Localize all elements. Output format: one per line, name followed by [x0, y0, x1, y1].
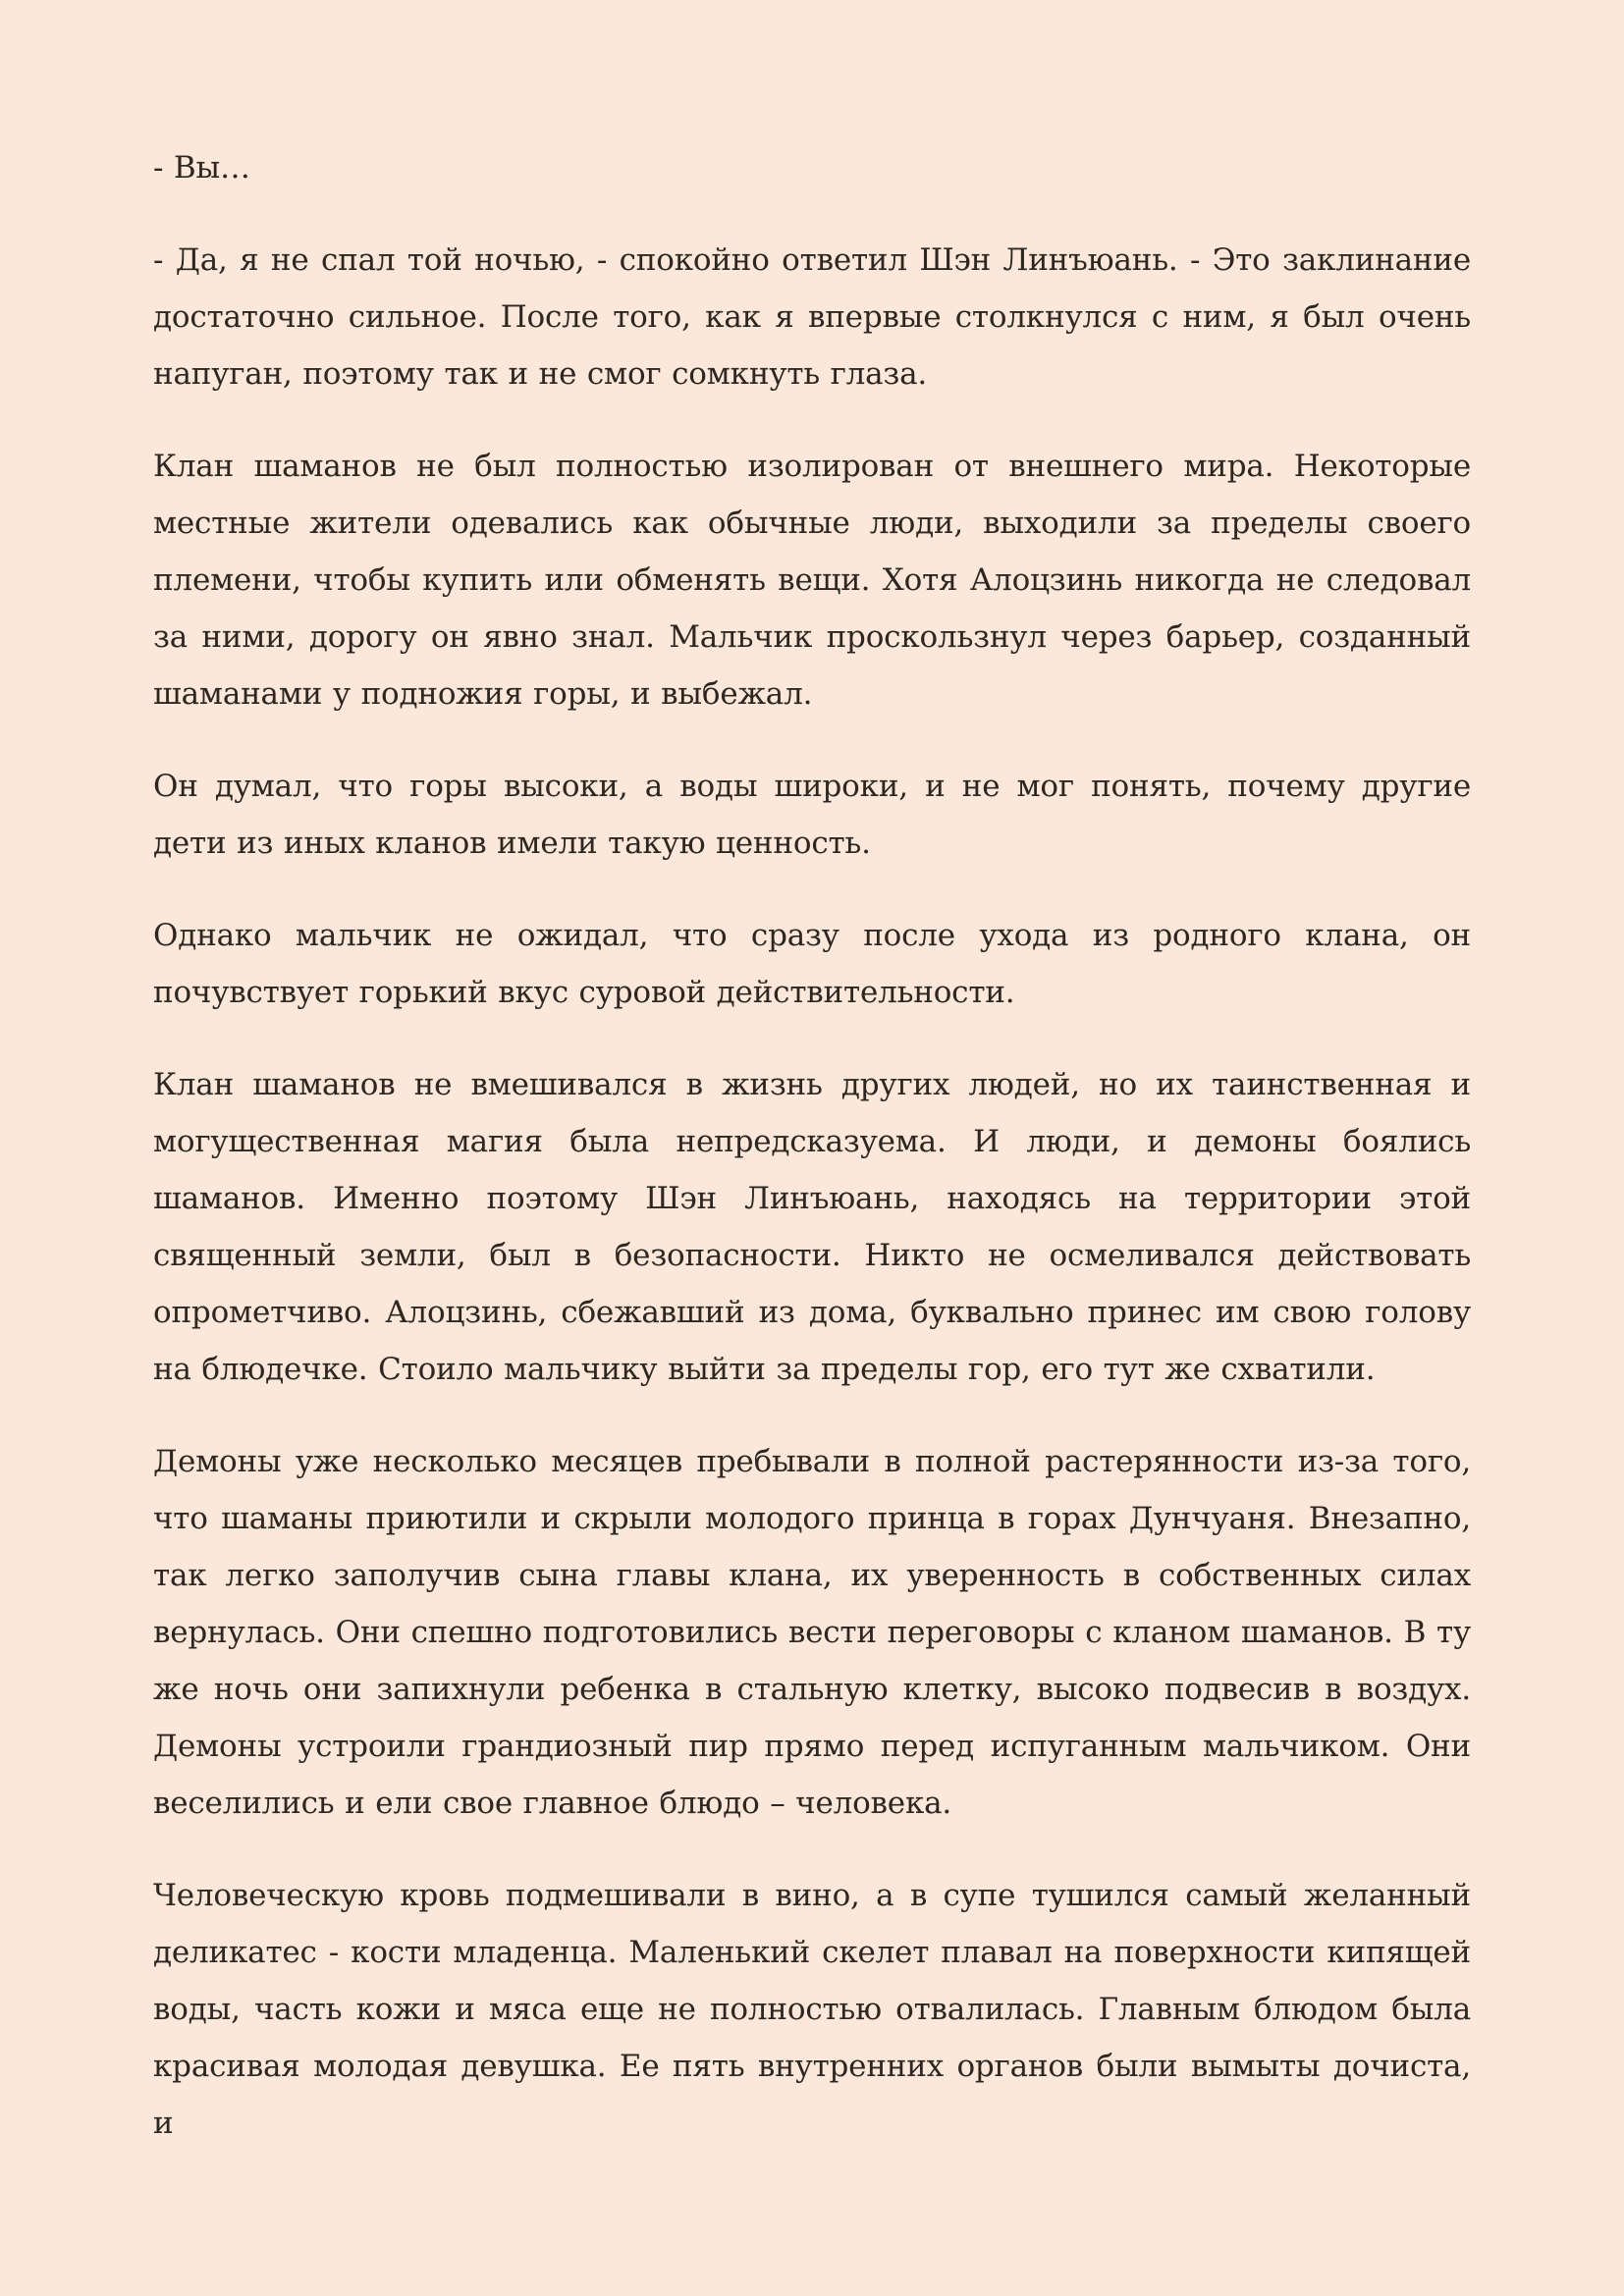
- paragraph-body-1: Клан шаманов не был полностью изолирован от внешнего мира. Некоторые местные жители одевались как обычные люди, выходили за пределы своего племени, чтобы купить или обменять вещи. Хотя Алоцзинь никогда не следовал за ними, дорогу он явно знал. Мальчик проскользнул через барьер, созданный шаманами у подножия горы, и выбежал.: [153, 449, 1471, 712]
- paragraph-body-3: Однако мальчик не ожидал, что сразу после ухода из родного клана, он почувствует горький вкус суровой действительности.: [153, 918, 1471, 1010]
- paragraph-dialogue-1: - Вы…: [153, 150, 250, 186]
- paragraph-dialogue-2: - Да, я не спал той ночью, - спокойно ответил Шэн Линъюань. - Это заклинание достаточно сильное. После того, как я впервые столкнулся с ним, я был очень напуган, поэтому так и не смог сомкнуть глаза.: [153, 242, 1471, 392]
- paragraph-body-4: Клан шаманов не вмешивался в жизнь других людей, но их таинственная и могущественная магия была непредсказуема. И люди, и демоны боялись шаманов. Именно поэтому Шэн Линъюань, находясь на территории этой священный земли, был в безопасности. Никто не осмеливался действовать опрометчиво. Алоцзинь, сбежавший из дома, буквально принес им свою голову на блюдечке. Стоило мальчику выйти за пределы гор, его тут же схватили.: [153, 1067, 1471, 1387]
- paragraph-body-6: Человеческую кровь подмешивали в вино, а в супе тушился самый желанный деликатес - кости младенца. Маленький скелет плавал на поверхности кипящей воды, часть кожи и мяса еще не полностью отвалилась. Главным блюдом была красивая молодая девушка. Ее пять внутренних органов были вымыты дочиста, и: [153, 1878, 1471, 2141]
- text-column: [153, 139, 1471, 2152]
- paragraph-body-5: Демоны уже несколько месяцев пребывали в полной растерянности из-за того, что шаманы приютили и скрыли молодого принца в горах Дунчуаня. Внезапно, так легко заполучив сына главы клана, их уверенность в собственных силах вернулась. Они спешно подготовились вести переговоры с кланом шаманов. В ту же ночь они запихнули ребенка в стальную клетку, высоко подвесив в воздух. Демоны устроили грандиозный пир прямо перед испуганным мальчиком. Они веселились и ели свое главное блюдо – человека.: [153, 1444, 1471, 1821]
- paragraph-body-2: Он думал, что горы высоки, а воды широки, и не мог понять, почему другие дети из иных кланов имели такую ценность.: [153, 769, 1471, 861]
